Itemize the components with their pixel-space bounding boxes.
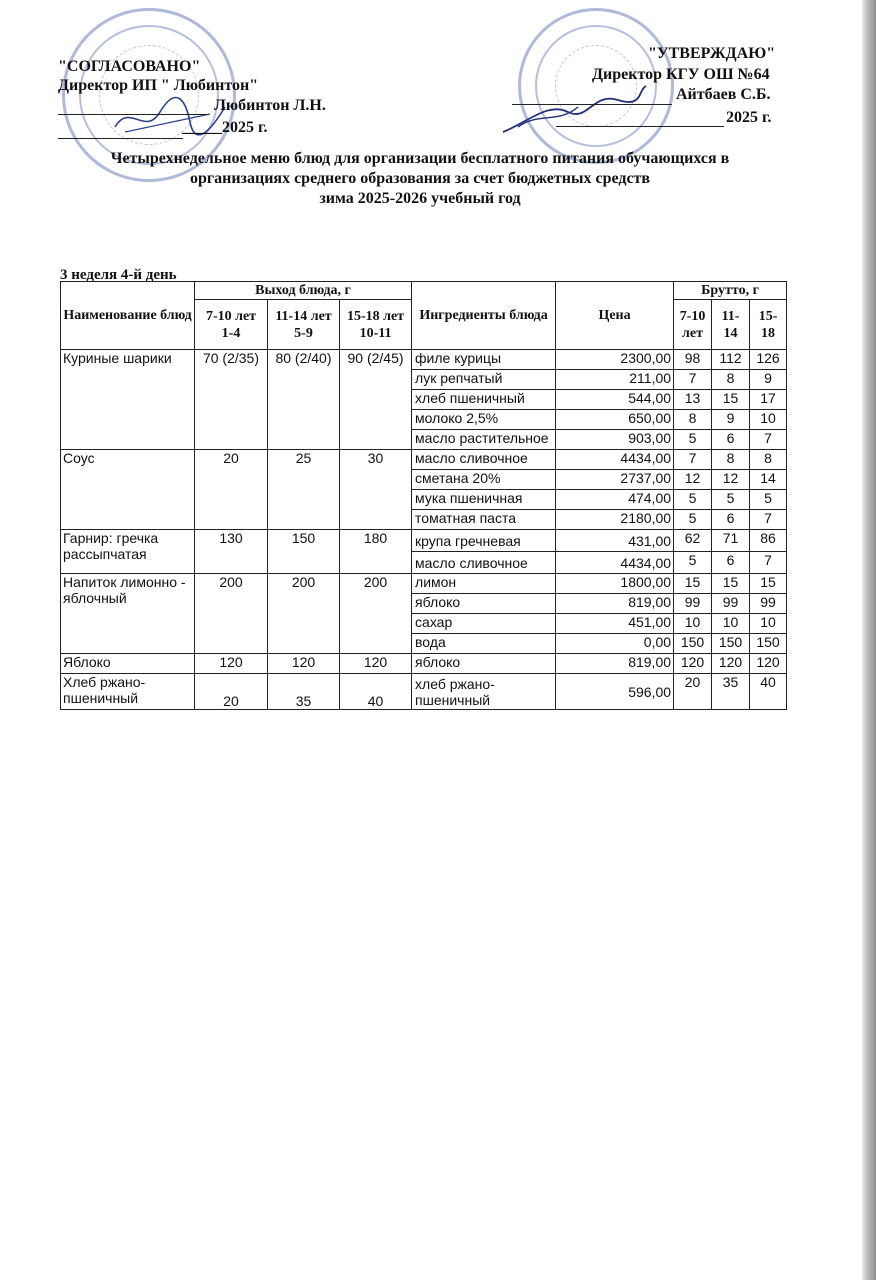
dish-name: Хлеб ржано-пшеничный bbox=[61, 674, 195, 710]
ingredient-name: мука пшеничная bbox=[412, 490, 556, 510]
ingredient-brutto: 20 bbox=[674, 674, 712, 710]
ingredient-brutto: 99 bbox=[712, 594, 750, 614]
ingredient-brutto: 5 bbox=[674, 430, 712, 450]
document-title bbox=[60, 149, 780, 209]
ingredient-brutto: 12 bbox=[674, 470, 712, 490]
ingredient-brutto: 6 bbox=[712, 552, 750, 574]
ingredient-brutto: 7 bbox=[674, 370, 712, 390]
ingredient-name: масло сливочное bbox=[412, 450, 556, 470]
table-row bbox=[61, 674, 787, 710]
ingredient-name: сахар bbox=[412, 614, 556, 634]
ingredient-brutto: 5 bbox=[712, 490, 750, 510]
ingredient-brutto: 7 bbox=[750, 430, 787, 450]
approval-right-signer: Айтбаев С.Б. bbox=[676, 86, 771, 103]
ingredient-name: томатная паста bbox=[412, 510, 556, 530]
approval-right-sign-line bbox=[512, 86, 672, 105]
dish-name: Яблоко bbox=[61, 654, 195, 674]
ingredient-brutto: 8 bbox=[750, 450, 787, 470]
ingredient-price: 0,00 bbox=[556, 634, 674, 654]
ingredient-brutto: 62 bbox=[674, 530, 712, 552]
ingredient-brutto: 5 bbox=[674, 552, 712, 574]
ingredient-brutto: 8 bbox=[712, 450, 750, 470]
dish-yield: 200 bbox=[340, 574, 412, 654]
approval-right-date: 2025 г. bbox=[726, 109, 772, 126]
title-line-1: Четырехнедельное меню блюд для организации бесплатного питания обучающихся в bbox=[110, 150, 730, 167]
ingredient-name: крупа гречневая bbox=[412, 530, 556, 552]
table-row bbox=[61, 574, 787, 594]
ingredient-brutto: 40 bbox=[750, 674, 787, 710]
ingredient-brutto: 150 bbox=[750, 634, 787, 654]
dish-name-header: Наименование блюд bbox=[61, 282, 195, 350]
ingredient-brutto: 10 bbox=[674, 614, 712, 634]
ingredient-brutto: 8 bbox=[674, 410, 712, 430]
dish-yield: 180 bbox=[340, 530, 412, 574]
price-header: Цена bbox=[556, 282, 674, 350]
ingredient-brutto: 7 bbox=[750, 552, 787, 574]
dish-name: Куриные шарики bbox=[61, 350, 195, 450]
ingredient-brutto: 17 bbox=[750, 390, 787, 410]
ingredient-brutto: 10 bbox=[750, 410, 787, 430]
ingredient-brutto: 15 bbox=[712, 390, 750, 410]
menu-table-body bbox=[61, 350, 787, 710]
ingredient-brutto: 5 bbox=[674, 510, 712, 530]
ingredient-brutto: 6 bbox=[712, 430, 750, 450]
dish-name: Напиток лимонно - яблочный bbox=[61, 574, 195, 654]
ingredient-price: 2300,00 bbox=[556, 350, 674, 370]
ingredient-name: сметана 20% bbox=[412, 470, 556, 490]
ingredient-price: 903,00 bbox=[556, 430, 674, 450]
ingredient-price: 819,00 bbox=[556, 594, 674, 614]
ingredient-brutto: 7 bbox=[750, 510, 787, 530]
ingredient-brutto: 35 bbox=[712, 674, 750, 710]
ingredient-name: яблоко bbox=[412, 654, 556, 674]
approval-right-date-line bbox=[556, 108, 724, 127]
brutto-header: Брутто, г bbox=[674, 282, 787, 300]
ingredient-price: 431,00 bbox=[556, 530, 674, 552]
menu-table-header bbox=[61, 282, 787, 350]
ingredient-name: масло растительное bbox=[412, 430, 556, 450]
yield-header: Выход блюда, г bbox=[195, 282, 412, 300]
ingredient-brutto: 5 bbox=[750, 490, 787, 510]
ingredient-name: яблоко bbox=[412, 594, 556, 614]
ingredient-brutto: 13 bbox=[674, 390, 712, 410]
table-row bbox=[61, 530, 787, 552]
yield-col-header: 7-10 лет 1-4 bbox=[195, 300, 268, 350]
approval-left-position: Директор ИП " Любинтон" bbox=[58, 77, 259, 94]
ingredient-price: 650,00 bbox=[556, 410, 674, 430]
ingredient-price: 451,00 bbox=[556, 614, 674, 634]
approval-left-signer: Любинтон Л.Н. bbox=[214, 97, 326, 114]
ingredient-price: 819,00 bbox=[556, 654, 674, 674]
ingredient-brutto: 9 bbox=[712, 410, 750, 430]
brutto-col-header: 7-10 лет bbox=[674, 300, 712, 350]
ingredient-brutto: 14 bbox=[750, 470, 787, 490]
ingredient-price: 211,00 bbox=[556, 370, 674, 390]
table-row bbox=[61, 450, 787, 470]
table-row bbox=[61, 654, 787, 674]
ingredient-brutto: 10 bbox=[750, 614, 787, 634]
ingredient-brutto: 150 bbox=[712, 634, 750, 654]
dish-yield: 20 bbox=[195, 450, 268, 530]
ingredient-name: хлеб ржано-пшеничный bbox=[412, 674, 556, 710]
approval-right-title: "УТВЕРЖДАЮ" bbox=[648, 45, 776, 62]
title-line-2: организациях среднего образования за счет бюджетных средств bbox=[189, 170, 651, 187]
dish-yield: 130 bbox=[195, 530, 268, 574]
table-row bbox=[61, 350, 787, 370]
approval-right-position: Директор КГУ ОШ №64 bbox=[592, 66, 770, 83]
dish-yield: 40 bbox=[340, 674, 412, 710]
ingredient-name: масло сливочное bbox=[412, 552, 556, 574]
ingredient-price: 474,00 bbox=[556, 490, 674, 510]
ingredient-price: 4434,00 bbox=[556, 552, 674, 574]
ingredient-brutto: 112 bbox=[712, 350, 750, 370]
dish-yield: 30 bbox=[340, 450, 412, 530]
dish-yield: 120 bbox=[268, 654, 340, 674]
dish-yield: 80 (2/40) bbox=[268, 350, 340, 450]
ingredient-brutto: 15 bbox=[750, 574, 787, 594]
ingredient-brutto: 120 bbox=[750, 654, 787, 674]
dish-yield: 35 bbox=[268, 674, 340, 710]
yield-col-header: 11-14 лет 5-9 bbox=[268, 300, 340, 350]
ingredient-brutto: 15 bbox=[712, 574, 750, 594]
ingredient-name: лук репчатый bbox=[412, 370, 556, 390]
ingredient-name: хлеб пшеничный bbox=[412, 390, 556, 410]
ingredient-brutto: 7 bbox=[674, 450, 712, 470]
ingredient-brutto: 8 bbox=[712, 370, 750, 390]
ingredient-name: филе курицы bbox=[412, 350, 556, 370]
approval-left-date: _____2025 г. bbox=[182, 119, 268, 136]
ingredient-price: 544,00 bbox=[556, 390, 674, 410]
ingredient-price: 596,00 bbox=[556, 674, 674, 710]
ingredient-name: лимон bbox=[412, 574, 556, 594]
ingredient-name: вода bbox=[412, 634, 556, 654]
approval-left-date-line bbox=[58, 120, 183, 139]
dish-yield: 120 bbox=[195, 654, 268, 674]
ingredient-brutto: 150 bbox=[674, 634, 712, 654]
ingredient-price: 1800,00 bbox=[556, 574, 674, 594]
dish-name: Гарнир: гречка рассыпчатая bbox=[61, 530, 195, 574]
ingredient-brutto: 126 bbox=[750, 350, 787, 370]
menu-table bbox=[60, 281, 787, 710]
brutto-col-header: 15- 18 bbox=[750, 300, 787, 350]
approval-left-sign-line bbox=[58, 96, 208, 115]
dish-yield: 120 bbox=[340, 654, 412, 674]
page-edge-shadow bbox=[862, 0, 876, 1280]
ingredient-brutto: 120 bbox=[712, 654, 750, 674]
ingredient-brutto: 15 bbox=[674, 574, 712, 594]
ingredients-header: Ингредиенты блюда bbox=[412, 282, 556, 350]
approval-left-title: "СОГЛАСОВАНО" bbox=[58, 58, 201, 75]
yield-col-header: 15-18 лет 10-11 bbox=[340, 300, 412, 350]
ingredient-brutto: 99 bbox=[750, 594, 787, 614]
ingredient-price: 2180,00 bbox=[556, 510, 674, 530]
ingredient-brutto: 71 bbox=[712, 530, 750, 552]
week-day-label: 3 неделя 4-й день bbox=[60, 267, 177, 283]
dish-yield: 200 bbox=[195, 574, 268, 654]
dish-yield: 70 (2/35) bbox=[195, 350, 268, 450]
ingredient-brutto: 12 bbox=[712, 470, 750, 490]
dish-name: Соус bbox=[61, 450, 195, 530]
ingredient-brutto: 10 bbox=[712, 614, 750, 634]
ingredient-brutto: 98 bbox=[674, 350, 712, 370]
ingredient-brutto: 120 bbox=[674, 654, 712, 674]
dish-yield: 200 bbox=[268, 574, 340, 654]
dish-yield: 25 bbox=[268, 450, 340, 530]
ingredient-brutto: 9 bbox=[750, 370, 787, 390]
ingredient-brutto: 86 bbox=[750, 530, 787, 552]
ingredient-price: 4434,00 bbox=[556, 450, 674, 470]
ingredient-brutto: 6 bbox=[712, 510, 750, 530]
ingredient-brutto: 99 bbox=[674, 594, 712, 614]
dish-yield: 20 bbox=[195, 674, 268, 710]
ingredient-brutto: 5 bbox=[674, 490, 712, 510]
title-line-3: зима 2025-2026 учебный год bbox=[319, 190, 521, 207]
dish-yield: 150 bbox=[268, 530, 340, 574]
ingredient-name: молоко 2,5% bbox=[412, 410, 556, 430]
brutto-col-header: 11- 14 bbox=[712, 300, 750, 350]
ingredient-price: 2737,00 bbox=[556, 470, 674, 490]
dish-yield: 90 (2/45) bbox=[340, 350, 412, 450]
